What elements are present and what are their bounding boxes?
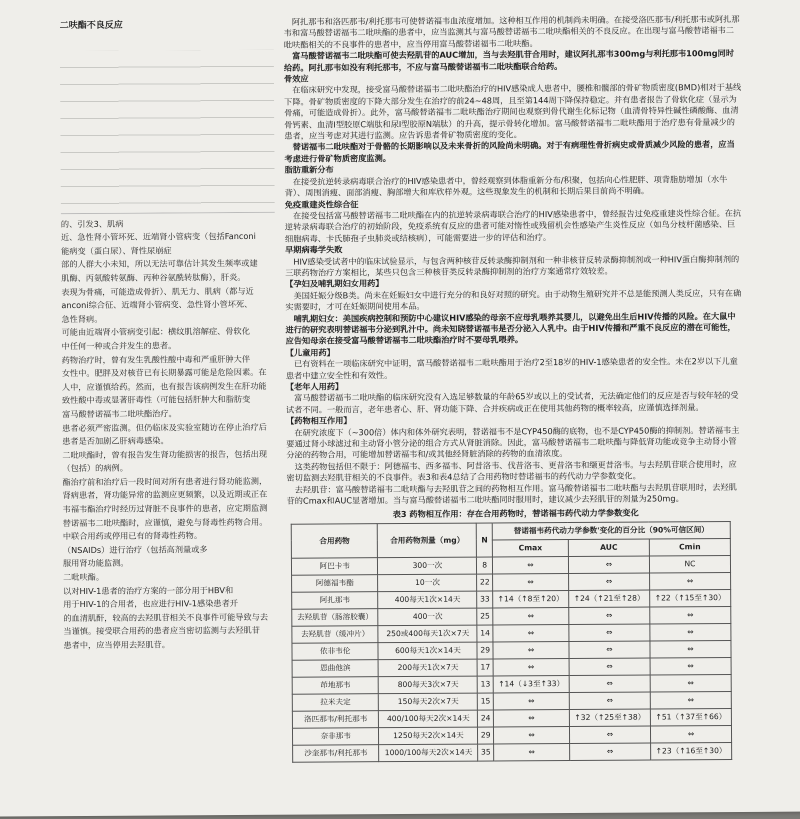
- table-cell-drug: 阿巴卡韦: [291, 558, 378, 576]
- paragraph-bone: 在临床研究中发现，接受富马酸替诺福韦二吡呋酯治疗的HIV感染成人患者中，腰椎和髋部的骨矿物质密度(BMD)相对于基线下降。骨矿物质密度的下降大部分发生在治疗的前24~48周，且至第144周下降保持稳定。并有患者报告了骨软化症（显示为骨痛，可能造成骨折）。此外，富马酸替诺福韦二吡呋酯治疗期间也观察到骨代谢生化标记物（血清骨特异性碱性磷酸酶、血清骨钙素、血清I型胶原C端肽和尿I型胶原N端肽）的升高，提示骨转化增加。富马酸替诺福韦二吡呋酯用于治疗患有骨量减少的患者，应当考虑对其进行监测。应告诉患者骨矿物质密度的变化。: [284, 82, 742, 141]
- table-cell-drug: 去羟肌苷（缓冲片）: [292, 626, 379, 644]
- left-text-line: 用于HIV-1的合用者，也应进行HIV-1感染患者开: [63, 598, 238, 610]
- table-cell-cmax: ⇔: [494, 743, 570, 760]
- paragraph-didanosine: 去羟肌苷：富马酸替诺福韦二吡呋酯与去羟肌苷之间的药物相互作用。富马酸替诺福韦二吡呋酯与去羟肌苷联用时，去羟肌苷的Cmax和AUC显著增加。当与富马酸替诺福韦二吡呋酯同时服用时，建议减少去羟肌苷的剂量为250mg。: [286, 481, 737, 506]
- left-text-block: [61, 216, 278, 651]
- table-cell-cmin: ⇔: [650, 640, 731, 657]
- left-text-line: 药物治疗时，曾有发生乳酸性酸中毒和严重肝肿大伴: [61, 353, 251, 365]
- table-cell-auc: ↑32（↑25至↑38）: [569, 709, 650, 726]
- table-cell-dose: 10一次: [378, 574, 477, 592]
- table-cell-dose: 400一次: [378, 608, 477, 626]
- left-text-line: 人中，应谨慎给药。然而，也有报告该病例发生在肝功能: [61, 380, 267, 392]
- left-text-line: 近、急性肾小管坏死、近端肾小管病变（包括Fanconi: [60, 231, 256, 243]
- left-column: [60, 19, 279, 810]
- table-body: [291, 555, 731, 762]
- table-cell-auc: ⇔: [569, 675, 650, 692]
- right-column: [284, 14, 747, 817]
- table-cell-n: 17: [477, 659, 493, 676]
- table-cell-auc: ↑24（↑21至↑28）: [569, 590, 650, 607]
- paragraph-geriatric: 富马酸替诺福韦二吡呋酯的临床研究没有入选足够数量的年龄65岁或以上的受试者，无法确定他们的反应是否与较年轻的受试者不同。一般而言，老年患者心、肝、肾功能下降、合并疾病或正在使用其他药物的概率较高，应谨慎选择剂量。: [286, 390, 739, 415]
- heading-interaction: 【药物相互作用】: [286, 415, 352, 426]
- table-cell-drug: 依非韦伦: [292, 643, 379, 661]
- table-cell-dose: 300一次: [378, 557, 477, 575]
- col-header-cmin: Cmin: [649, 538, 730, 555]
- table-cell-n: 29: [478, 727, 494, 744]
- heading-geriatric: 【老年人用药】: [285, 381, 344, 392]
- col-header-group: 替诺福韦药代动力学参数'变化的百分比（90%可信区间）: [492, 521, 730, 539]
- left-text-line: 以对HIV-1患者的治疗方案的一部分用于HBV和: [63, 584, 234, 596]
- table-cell-drug: 茚地那韦: [292, 677, 379, 695]
- table-cell-n: 29: [477, 642, 493, 659]
- table-cell-dose: 250或400每天1次×7天: [378, 625, 477, 643]
- table-cell-n: 22: [477, 574, 493, 591]
- table-cell-dose: 1250每天2次×14天: [379, 727, 478, 745]
- section-title-adverse: 二呋酯不良反应: [59, 20, 123, 32]
- paragraph-bone-note: 替诺福韦二吡呋酯对于骨骼的长期影响以及未来骨折的风险尚未明确。对于有病理性骨折病史或骨质减少风险的患者，应当考虑进行骨矿物质密度监测。: [284, 139, 735, 164]
- paragraph-immune: 在接受包括富马酸替诺福韦二吡呋酯在内的抗逆转录病毒联合治疗的HIV感染患者中，曾经报告过免疫重建炎性综合征。在抗逆转录病毒联合治疗的初始阶段，免疫系统有反应的患者可能对惰性或残留机会性感染产生炎性反应（如鸟分枝杆菌感染、巨细胞病毒、卡氏肺孢子虫肺炎或结核病），可能需要进一步的评估和治疗。: [284, 207, 742, 244]
- table-cell-dose: 200每天1次×7天: [379, 659, 478, 677]
- col-header-auc: AUC: [568, 539, 649, 556]
- paragraph-top: 阿扎那韦和洛匹那韦/利托那韦可使替诺福韦血浓度增加。这种相互作用的机制尚未明确。在接受洛匹那韦/利托那韦或阿扎那韦和富马酸替诺福韦二吡呋酯的患者中，应当监测其与富马酸替诺福韦二吡呋酯相关的不良反应。在出现与富马酸替诺福韦二吡呋酯相关的不良事件的患者中，应当停用富马酸替诺福韦二吡呋酯。: [283, 13, 740, 50]
- paragraph-pediatric: 已有资料在一项临床研究中证明，富马酸替诺福韦二吡呋酯用于治疗2至18岁的HIV-1感染患者的安全性。未在2岁以下儿童患者中建立安全性和有效性。: [285, 356, 738, 381]
- table-cell-auc: ⇔: [568, 556, 649, 573]
- paragraph-interaction-2: 这类药物包括但不限于：阿德福韦、西多福韦、阿昔洛韦、伐昔洛韦、更昔洛韦和缬更昔洛韦。与去羟肌苷联合使用时，应密切监测去羟肌苷相关的不良事件。表3和表4总结了合用药物时替诺福韦的药代动力学参数变化。: [286, 458, 737, 483]
- table-cell-dose: 150每天2次×7天: [379, 693, 478, 711]
- table-cell-cmax: ⇔: [494, 726, 570, 743]
- table-cell-cmax: ⇔: [493, 624, 569, 641]
- table-cell-cmin: ⇔: [650, 623, 731, 640]
- table-cell-dose: 400每天1次×14天: [378, 591, 477, 609]
- table-cell-drug: 阿扎那韦: [292, 592, 379, 610]
- table-cell-drug: 洛匹那韦/利托那韦: [292, 711, 379, 729]
- left-text-line: （包括）的病例。: [62, 462, 128, 474]
- table-cell-cmax: ⇔: [493, 658, 569, 675]
- col-header-dose: 合用药物剂量（mg）: [378, 523, 477, 558]
- table-cell-cmin: ⇔: [650, 657, 731, 674]
- heading-pregnancy: 【孕妇及哺乳期妇女用药】: [285, 278, 384, 290]
- table-cell-cmin: ⇔: [650, 606, 731, 623]
- col-header-n: N: [477, 523, 493, 557]
- heading-immune: 免疫重建炎性综合征: [284, 198, 359, 210]
- table-cell-drug: 恩曲他滨: [292, 660, 379, 678]
- left-text-line: 酯治疗前和治疗后一段时间对所有患者进行肾功能监测，: [62, 475, 268, 487]
- table-cell-auc: ⇔: [568, 573, 649, 590]
- table-cell-cmin: ⇔: [649, 572, 730, 589]
- heading-pediatric: 【儿童用药】: [285, 347, 335, 358]
- left-text-line: 富马酸替诺福韦二吡呋酯治疗。: [62, 408, 177, 420]
- left-text-line: 服用肾功能监测。: [62, 558, 129, 569]
- col-header-drug: 合用药物: [291, 524, 378, 559]
- table-cell-cmax: ⇔: [493, 692, 569, 709]
- table-cell-drug: 奈非那韦: [292, 728, 379, 746]
- table-cell-n: 14: [477, 625, 493, 642]
- heading-lipodystrophy: 脂肪重新分布: [284, 164, 334, 176]
- table-cell-auc: ⇔: [569, 743, 650, 760]
- table-cell-auc: ⇔: [569, 607, 650, 624]
- left-text-line: 表现为骨痛，可能造成骨折）、肌无力、肌病（都与近: [61, 285, 254, 297]
- table-cell-n: 35: [478, 744, 494, 761]
- table-cell-n: 24: [478, 710, 494, 727]
- table-cell-dose: 600每天1次×14天: [378, 642, 477, 660]
- table-cell-cmax: ⇔: [493, 607, 569, 624]
- table-cell-cmin: ⇔: [650, 674, 731, 691]
- blank-lined-area: [60, 31, 275, 213]
- table-cell-cmin: ↑51（↑37至↑66）: [650, 708, 731, 725]
- left-text-line: 能病变（蛋白尿）、肾性尿崩症: [61, 245, 172, 256]
- table-cell-cmax: ↑14（↑8至↑20）: [493, 590, 569, 607]
- table-cell-drug: 沙奎那韦/利托那韦: [293, 745, 380, 763]
- left-text-line: 患者中，应当停用去羟肌苷。: [63, 639, 170, 651]
- table-cell-n: 8: [477, 557, 493, 574]
- left-text-line: anconi综合征、近端肾小管病变、急性肾小管坏死、: [61, 299, 253, 311]
- table-cell-cmax: ⇔: [492, 556, 568, 573]
- table-cell-cmax: ↑14（↓3至↑33）: [493, 675, 569, 692]
- heading-resistance: 早期病毒学失败: [285, 244, 343, 255]
- left-text-line: 急性肾病。: [61, 313, 103, 324]
- interaction-table: [291, 521, 732, 763]
- left-text-line: 韦福韦酯治疗时经历过肾脏不良事件的患者，应定期监测: [62, 502, 268, 515]
- left-text-line: 患者必须严密监测。但仍临床及实验室随访在停止治疗后: [62, 421, 267, 433]
- heading-bone: 骨效应: [283, 73, 309, 84]
- table-cell-cmin: ↑22（↑15至↑30）: [650, 589, 731, 606]
- left-text-line: 二吡呋酯时，曾有报告发生肾功能损害的报告，包括出现: [62, 448, 268, 460]
- left-text-line: 部的人群大小未知，所以无法可靠估计其发生频率或建: [61, 258, 258, 270]
- table-cell-cmax: ⇔: [493, 573, 569, 590]
- left-text-line: 中联合用药或停用已有的肾毒性药物。: [62, 530, 203, 542]
- left-text-line: 肌酶、丙氨酸转氨酶、丙种谷氨酰转肽酶），肝炎。: [61, 271, 246, 284]
- table-cell-n: 33: [477, 591, 493, 608]
- table-cell-auc: ⇔: [569, 641, 650, 658]
- table-cell-cmin: ↑23（↑16至↑30）: [651, 742, 732, 759]
- left-text-line: 中任何一种或合并发生的患者。: [61, 340, 177, 352]
- paragraph-nursing: 哺乳期妇女：美国疾病控制和预防中心建议HIV感染的母亲不应母乳喂养其婴儿，以避免出生后HIV传播的风险。在大鼠中进行的研究表明替诺福韦分泌到乳汁中。尚未知晓替诺福韦是否分泌入人乳中。由于HIV传播和严重不良反应的潜在可能性，应告知母亲在接受富马酸替诺福韦二吡呋酯治疗时不要母乳喂养。: [285, 310, 736, 347]
- left-text-line: （NSAIDs）进行治疗（包括高剂量或多: [62, 544, 208, 555]
- table-cell-drug: 阿德福韦酯: [292, 575, 379, 593]
- left-text-line: 当谨慎。接受联合用药的患者应当密切监测与去羟肌苷: [63, 625, 260, 637]
- table-cell-dose: 1000/100每天2次×14天: [379, 744, 478, 762]
- paragraph-bold-statement: 富马酸替诺福韦二吡呋酯可使去羟肌苷的AUC增加，当与去羟肌苷合用时，建议阿扎那韦300mg与利托那韦100mg同时给药。阿扎那韦如没有利托那韦，不应与富马酸替诺福韦二吡呋酯联合给药。: [283, 48, 735, 73]
- paragraph-interaction: 在研究浓度下（~300倍）体内和体外研究表明，替诺福韦不是CYP450酶的底物，也不是CYP450酶的抑制剂。替诺福韦主要通过肾小球滤过和主动肾小管分泌的组合方式从肾脏消除。因此，富马酸替诺福韦二吡呋酯与降低肾功能或竞争主动肾小管分泌的药物合用，可能增加替诺福韦和/或其他经肾脏消除的药物的血清浓度。: [286, 424, 740, 461]
- table-cell-cmin: NC: [649, 555, 730, 572]
- table-cell-dose: 800每天3次×7天: [379, 676, 478, 694]
- table-cell-n: 25: [477, 608, 493, 625]
- table-cell-dose: 400/100每天2次×14天: [379, 710, 478, 728]
- table-caption: 表3 药物相互作用：存在合用药物时，替诺福韦药代动力学参数变化: [392, 508, 639, 520]
- paragraph-lipodystrophy: 在接受抗逆转录病毒联合治疗的HIV感染患者中，曾经观察到体脂重新分布/积聚，包括向心性肥胖、项背脂肪增加（水牛背）、周围消瘦、面部消瘦、胸部增大和库欣样外观。这些现象发生的机制和长期后果目前尚不明确。: [284, 173, 728, 198]
- paragraph-pregnancy: 美国妊娠分级B类。尚未在妊娠妇女中进行充分的和良好对照的研究。由于动物生殖研究并不总是能预测人类反应，只有在确实需要时，才可在妊娠期间使用本品。: [285, 287, 742, 312]
- left-text-line: 患者是否加剧乙肝病毒感染。: [62, 435, 169, 447]
- left-text-line: 致性酸中毒或显著肝毒性（可能包括肝肿大和脂肪变: [61, 394, 251, 406]
- left-text-line: 的血清肌酐，较高的去羟肌苷相关不良事件可能导致与去: [63, 611, 269, 623]
- table-cell-cmin: ⇔: [650, 691, 731, 708]
- table-cell-auc: ⇔: [569, 658, 650, 675]
- left-text-line: 的、引发3、肌病: [60, 218, 124, 229]
- left-text-line: 女性中。肥胖及对核苷已有长期暴露可能是危险因素。在: [61, 366, 267, 379]
- table-cell-auc: ⇔: [569, 692, 650, 709]
- table-cell-drug: 去羟肌苷（肠溶胶囊）: [292, 609, 379, 627]
- paragraph-resistance: HIV感染受试者中的临床试验显示，与包含两种核苷反转录酶抑制剂和一种非核苷反转录酶抑制剂或一种HIV蛋白酶抑制剂的三联药物治疗方案相比，某些只包含三种核苷类反转录酶抑制剂的治疗方案通常疗效较差。: [285, 253, 740, 278]
- table-cell-cmax: ⇔: [493, 641, 569, 658]
- left-text-line: 肾病患者，肾功能异常的监测应更频繁，以及近期或正在: [62, 489, 268, 501]
- table-cell-cmin: ⇔: [650, 725, 731, 742]
- left-text-line: 二吡呋酯。: [63, 571, 105, 583]
- left-text-line: 可能由近端肾小管病变引起：横纹肌溶解症、骨软化: [61, 326, 250, 338]
- left-text-line: 替诺福韦二吡呋酯时，应谨慎，避免与肾毒性药物合用。: [62, 516, 268, 528]
- table-cell-n: 15: [478, 693, 494, 710]
- table-cell-drug: 拉米夫定: [292, 694, 379, 712]
- col-header-cmax: Cmax: [492, 539, 568, 556]
- table-cell-auc: ⇔: [569, 726, 650, 743]
- table-cell-n: 13: [478, 676, 494, 693]
- table-row: [293, 742, 732, 762]
- table-cell-auc: ⇔: [569, 624, 650, 641]
- table-cell-cmax: ⇔: [493, 709, 569, 726]
